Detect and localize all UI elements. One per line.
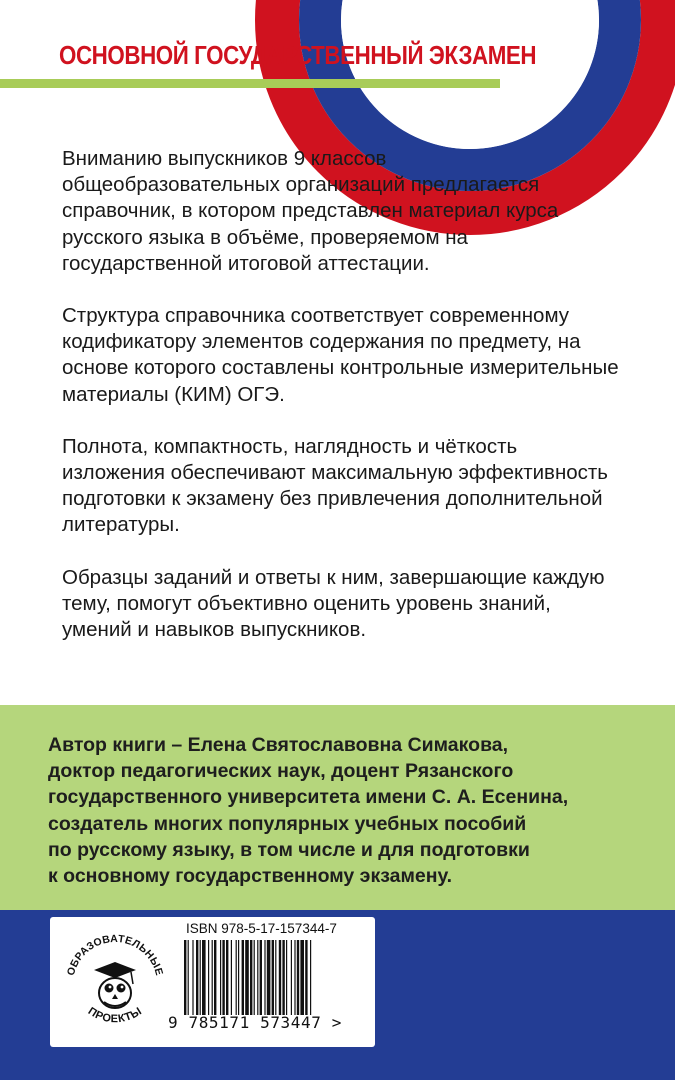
text-line: общеобразовательных организаций предлагается [62,173,540,197]
text-line: Полнота, компактность, наглядность и чёткость [62,434,518,458]
barcode [184,940,366,1015]
barcode-bar [310,940,311,1015]
author-info [48,732,658,889]
description [62,146,642,669]
barcode-bar [212,940,213,1015]
text-line: тему, помогут объективно оценить уровень знаний, [62,591,551,615]
text-line: умений и навыков выпускников. [62,618,367,642]
barcode-bar [231,940,232,1015]
barcode-digits: 9 785171 573447 > [168,1013,342,1032]
barcode-bar [282,940,284,1015]
author-line: государственного университета имени С. А. Есенина, [48,786,569,809]
paragraph [62,146,642,277]
barcode-bar [222,940,224,1015]
barcode-bar [184,940,186,1015]
barcode-bar [300,940,304,1015]
barcode-bar [208,940,209,1015]
barcode-bar [291,940,292,1015]
barcode-bar [260,940,262,1015]
barcode-bar [245,940,249,1015]
barcode-bar [192,940,193,1015]
header-green-rule [0,79,500,88]
barcode-bar [202,940,206,1015]
barcode-bar [286,940,287,1015]
text-line: кодификатору элементов содержания по предмету, на [62,330,581,354]
barcode-bar [257,940,258,1015]
text-line: подготовки к экзамену без привлечения дополнительной [62,487,603,511]
series-title: ОСНОВНОЙ ГОСУДАРСТВЕННЫЙ ЭКЗАМЕН [59,40,537,70]
isbn-number: ISBN 978-5-17-157344-7 [186,921,337,936]
text-line: русского языка в объёме, проверяемом на [62,225,468,249]
barcode-bar [226,940,228,1015]
barcode-bar [272,940,274,1015]
barcode-bar [214,940,216,1015]
barcode-bar [305,940,307,1015]
barcode-bar [297,940,299,1015]
text-line: Структура справочника соответствует современному [62,304,570,328]
barcode-bar [236,940,237,1015]
paragraph [62,303,642,408]
barcode-bar [294,940,295,1015]
text-line: Образцы заданий и ответы к ним, завершающие каждую [62,565,605,589]
barcode-bar [242,940,244,1015]
text-line: изложения обеспечивают максимальную эффективность [62,461,608,485]
barcode-bar [275,940,276,1015]
paragraph [62,434,642,539]
text-line: основе которого составлены контрольные измерительные [62,356,619,380]
barcode-bars [184,940,311,1015]
author-line: по русскому языку, в том числе и для подготовки [48,838,530,861]
author-line: доктор педагогических наук, доцент Рязанского [48,760,514,783]
author-line: Автор книги – Елена Святославовна Симакова, [48,734,509,756]
author-line: создатель многих популярных учебных пособий [48,812,527,835]
logo-top-text: ОБРАЗОВАТЕЛЬНЫЕ [64,932,166,977]
publisher-logo [56,922,174,1040]
text-line: материалы (КИМ) ОГЭ. [62,382,285,406]
barcode-bar [279,940,281,1015]
barcode-bar [196,940,198,1015]
barcode-bar [264,940,265,1015]
text-line: Вниманию выпускников 9 классов [62,147,387,170]
logo-bottom-text: ПРОЕКТЫ [85,1005,145,1026]
author-line: к основному государственному экзамену. [48,865,453,888]
paragraph [62,565,642,644]
text-line: литературы. [62,513,180,537]
barcode-bar [254,940,255,1015]
barcode-bar [220,940,221,1015]
text-line: справочник, в котором представлен материал курса [62,199,559,223]
owl-graduation-cap-icon [94,962,136,1008]
text-line: государственной итоговой аттестации. [62,251,430,275]
barcode-bar [200,940,201,1015]
barcode-bar [188,940,189,1015]
barcode-bar [250,940,252,1015]
barcode-bar [238,940,239,1015]
barcode-bar [267,940,271,1015]
